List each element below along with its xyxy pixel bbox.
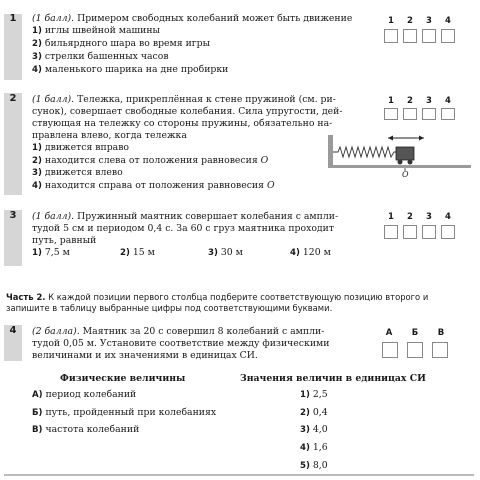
- q4-left-item-a: А) период колебаний: [32, 388, 137, 400]
- q3-score: (1 балл).: [32, 211, 75, 222]
- q4-score: (2 балла).: [32, 326, 80, 337]
- q2-checkbox-3[interactable]: [422, 108, 436, 120]
- q2-text-line-3: ствующая на тележку со стороны пружины, обязательно на-: [32, 117, 333, 129]
- q1-number: 1: [9, 13, 17, 24]
- bottom-divider: [4, 474, 474, 476]
- q2-answer-1: 1) движется вправо: [32, 141, 130, 153]
- q3-question: (1 балл). Пружинный маятник совершает колебания с ампли-: [32, 211, 339, 222]
- q3-checkbox-4[interactable]: [441, 225, 455, 239]
- q2-grid-label-4: 4: [445, 96, 451, 106]
- q3-checkbox-3[interactable]: [422, 225, 436, 239]
- q4-grid-label-a: А: [385, 328, 393, 338]
- part2-instructions: [6, 292, 474, 314]
- q4-text-line-2: тудой 0,05 м. Установите соответствие между физическими: [32, 337, 330, 349]
- q2-checkbox-2[interactable]: [403, 108, 417, 120]
- spring-shape: [333, 147, 396, 157]
- q3-answer-4: 4) 120 м: [290, 246, 331, 258]
- q1-answer-2: 2) бильярдного шара во время игры: [32, 37, 210, 49]
- q1-grid-label-2: 2: [407, 16, 413, 26]
- floor-shape: [333, 165, 471, 168]
- q4-right-item-5: 5) 8,0: [300, 459, 328, 471]
- q4-left-column: [32, 373, 232, 437]
- q2-answer-4: 4) находится справа от положения равновесия O: [32, 180, 275, 192]
- q2-text-line-2: сунок), совершает свободные колебания. Сила упругости, дей-: [32, 105, 343, 117]
- q1-grid-label-3: 3: [426, 16, 432, 26]
- q4-right-item-3: 3) 4,0: [300, 424, 328, 436]
- q4-answer-grid: [379, 328, 459, 358]
- q3-answer-grid: [384, 212, 466, 239]
- q4-number: 4: [9, 325, 17, 336]
- q4-right-item-2: 2) 0,4: [300, 406, 328, 418]
- q2-block: [32, 94, 372, 193]
- q4-answer-box-b[interactable]: [407, 342, 423, 358]
- q4-text-line-3: величинами и их значениями в единицах СИ.: [32, 349, 258, 361]
- q4-right-column: [240, 373, 440, 473]
- q3-grid-label-3: 3: [426, 212, 432, 222]
- q3-grid-label-2: 2: [407, 212, 413, 222]
- q2-text-line-4: правлена влево, когда тележка: [32, 129, 187, 141]
- q4-left-item-v: В) частота колебаний: [32, 424, 140, 436]
- q1-answer-grid: [384, 16, 466, 43]
- q1-checkbox-2[interactable]: [403, 29, 417, 43]
- q1-grid-label-4: 4: [445, 16, 451, 26]
- q1-answer-4: 4) маленького шарика на дне пробирки: [32, 63, 229, 75]
- q2-grid-label-3: 3: [426, 96, 432, 106]
- q1-answer-3: 3) стрелки башенных часов: [32, 50, 169, 62]
- q4-answer-box-a[interactable]: [382, 342, 398, 358]
- q2-answer-grid: [384, 96, 466, 120]
- cart-wheel-right: [408, 160, 413, 165]
- q4-grid-label-v: В: [437, 328, 445, 338]
- spring-cart-figure: [326, 133, 476, 179]
- q3-answer-2: 2) 15 м: [120, 246, 155, 258]
- q3-number: 3: [9, 210, 17, 221]
- q1-question: [32, 13, 362, 25]
- wall-shape: [328, 135, 333, 168]
- q2-score: (1 балл).: [32, 94, 75, 105]
- q4-left-item-b: Б) путь, пройденный при колебаниях: [32, 406, 217, 418]
- q4-left-header: Физические величины: [60, 373, 186, 384]
- q4-right-header: Значения величин в единицах СИ: [240, 373, 426, 384]
- q2-number: 2: [9, 93, 17, 104]
- q3-text-line-2: тудой 5 см и периодом 0,4 с. За 60 с груз маятника проходит: [32, 222, 334, 234]
- q4-grid-label-b: Б: [411, 328, 419, 338]
- q3-answers: [32, 247, 376, 260]
- q2-answer-3: 3) движется влево: [32, 167, 123, 179]
- q1-checkbox-3[interactable]: [422, 29, 436, 43]
- q4-block: [32, 326, 376, 362]
- q2-marker-bar: [4, 93, 22, 195]
- q4-question: (2 балла). Маятник за 20 с совершил 8 колебаний с ампли-: [32, 326, 325, 337]
- q4-right-item-4: 4) 1,6: [300, 442, 328, 454]
- q3-checkbox-1[interactable]: [384, 225, 398, 239]
- q1-score: (1 балл).: [32, 13, 75, 24]
- q1-answers: [32, 25, 362, 77]
- q3-text-line-3: путь, равный: [32, 234, 97, 246]
- q3-answer-3: 3) 30 м: [208, 246, 243, 258]
- q1-answer-1: 1) иглы швейной машины: [32, 24, 160, 36]
- q4-right-item-1: 1) 2,5: [300, 388, 328, 400]
- q2-checkbox-4[interactable]: [441, 108, 455, 120]
- part2-label: Часть 2.: [6, 292, 46, 302]
- q2-grid-label-2: 2: [407, 96, 413, 106]
- q3-grid-label-1: 1: [388, 212, 394, 222]
- q3-checkbox-2[interactable]: [403, 225, 417, 239]
- q3-answer-1: 1) 7,5 м: [32, 246, 70, 258]
- part2-text: К каждой позиции первого столбца подберите соответствующую позицию второго и запишите в таблицу выбранные цифры под соответствующими буквами.: [6, 292, 429, 313]
- q2-answer-2: 2) находится слева от положения равновесия O: [32, 154, 269, 166]
- q1-grid-label-1: 1: [388, 16, 394, 26]
- q3-block: [32, 211, 376, 260]
- q2-grid-label-1: 1: [388, 96, 394, 106]
- q1-checkbox-1[interactable]: [384, 29, 398, 43]
- q4-answer-box-v[interactable]: [432, 342, 448, 358]
- q1-block: [32, 13, 362, 77]
- equilibrium-label: O: [402, 170, 409, 179]
- cart-body: [396, 147, 414, 160]
- q1-text: Примером свободных колебаний может быть движение: [77, 13, 353, 24]
- arrow-right-head: [419, 136, 424, 141]
- q2-answers: [32, 142, 372, 194]
- cart-wheel-left: [398, 160, 403, 165]
- q3-grid-label-4: 4: [445, 212, 451, 222]
- arrow-left-head: [388, 136, 393, 141]
- q1-checkbox-4[interactable]: [441, 29, 455, 43]
- q2-question: (1 балл). Тележка, прикреплённая к стене пружиной (см. ри-: [32, 94, 336, 105]
- q2-checkbox-1[interactable]: [384, 108, 398, 120]
